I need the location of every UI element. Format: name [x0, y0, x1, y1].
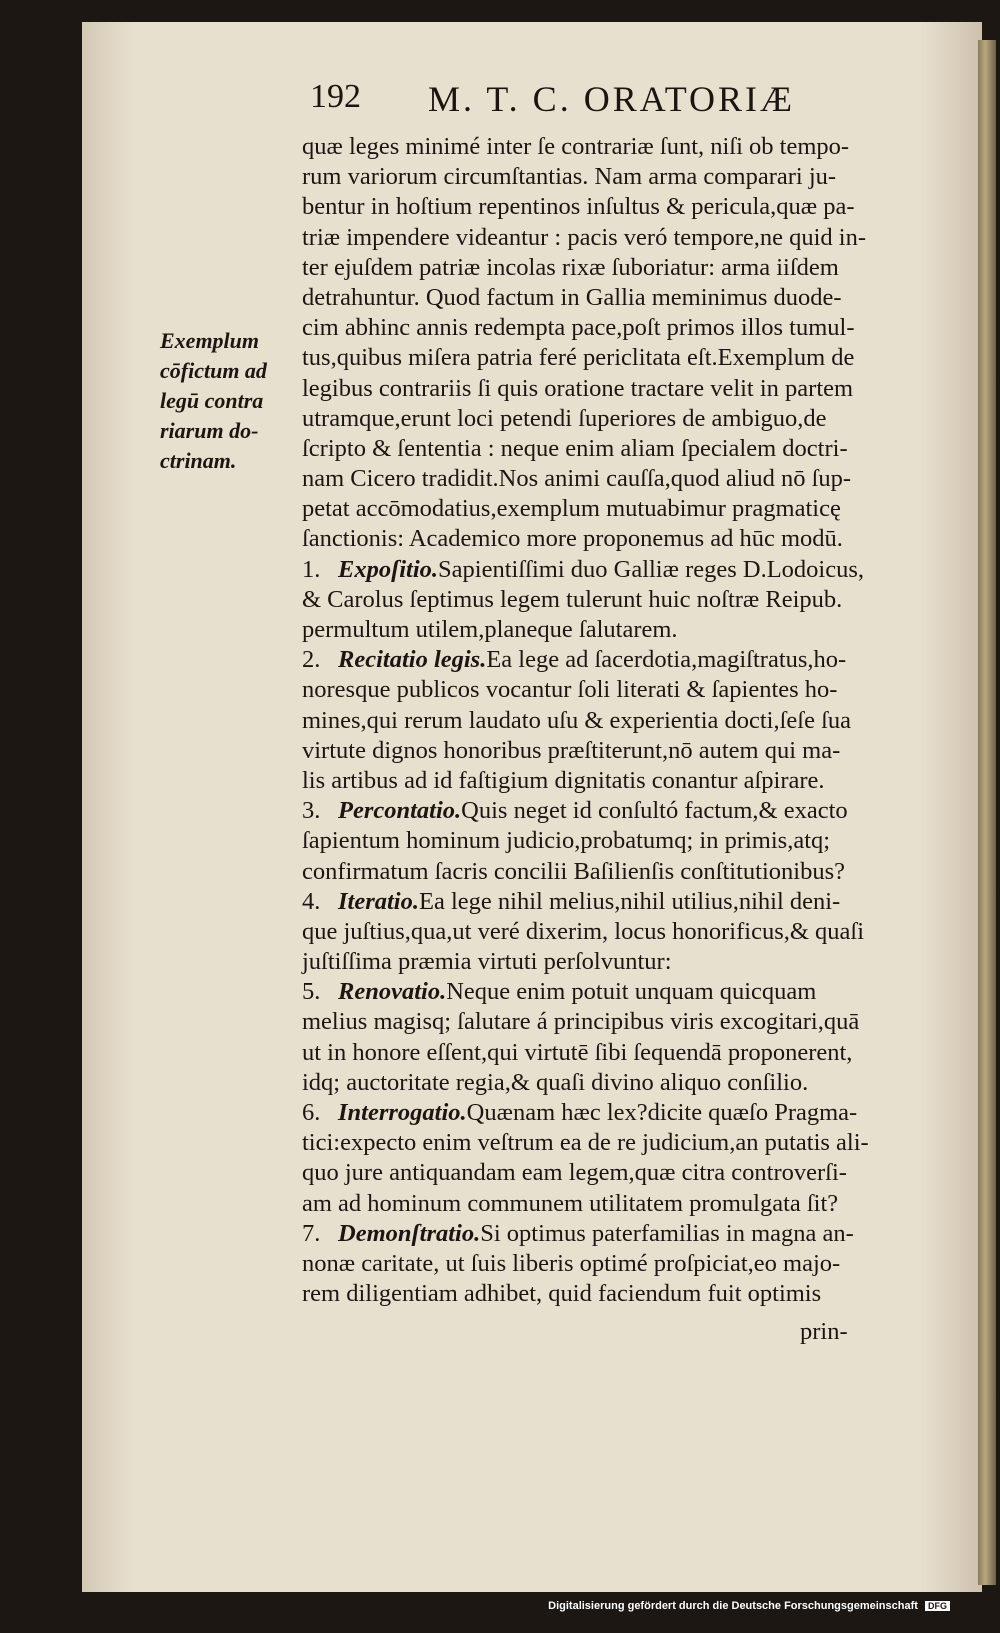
text-line	[302, 404, 927, 434]
numbered-line	[302, 796, 927, 826]
margin-note-line: cōfictum ad	[160, 358, 267, 383]
margin-note-line: legū contra	[160, 388, 264, 413]
item-number: 3.	[302, 797, 321, 825]
line-text: Ea lege nihil melius,nihil utilius,nihil deni-	[419, 887, 841, 915]
item-label: Interrogatio.	[338, 1099, 467, 1126]
text-line	[302, 1158, 927, 1188]
catchword: prin-	[800, 1318, 848, 1345]
item-label: Percontatio.	[338, 797, 462, 825]
text-line	[302, 1279, 927, 1309]
line-text: ſcripto & ſententia : neque enim aliam ſpecialem doctri-	[302, 434, 848, 462]
item-number: 6.	[302, 1099, 321, 1126]
text-line	[302, 766, 927, 796]
item-number: 5.	[302, 978, 321, 1006]
text-line	[302, 736, 927, 766]
text-line	[302, 857, 927, 887]
running-title: M. T. C. ORATORIÆ	[428, 79, 796, 119]
text-line	[302, 313, 927, 343]
line-text: que juſtius,qua,ut veré dixerim, locus honorificus,& quaſi	[302, 917, 865, 945]
item-label: Recitatio legis.	[338, 646, 487, 674]
line-text: bentur in hoſtium repentinos inſultus & pericula,quæ pa-	[302, 193, 855, 221]
line-text: ſapientum hominum judicio,probatumq; in primis,atq;	[302, 827, 831, 855]
line-text: petat accōmodatius,exemplum mutuabimur pragmaticę	[302, 495, 841, 523]
numbered-line	[302, 887, 927, 917]
text-line	[302, 585, 927, 615]
item-number: 4.	[302, 887, 321, 915]
text-line	[302, 947, 927, 977]
margin-note-line: ctrinam.	[160, 448, 237, 473]
text-line	[302, 1189, 927, 1219]
item-number: 1.	[302, 555, 321, 583]
credit-text: Digitalisierung gefördert durch die Deutsche Forschungsgemeinschaft	[548, 1600, 918, 1612]
text-line	[302, 1068, 927, 1098]
body-text	[302, 132, 927, 1309]
dfg-logo: DFG	[925, 1601, 950, 1611]
line-text: idq; auctoritate regia,& quaſi divino aliquo conſilio.	[302, 1068, 809, 1096]
text-line	[302, 343, 927, 373]
text-line	[302, 253, 927, 283]
line-text: Neque enim potuit unquam quicquam	[446, 978, 817, 1006]
line-text: utramque,erunt loci petendi ſuperiores de ambiguo,de	[302, 404, 827, 432]
line-text: permultum utilem,planeque ſalutarem.	[302, 616, 678, 643]
line-text: am ad hominum communem utilitatem promulgata ſit?	[302, 1189, 839, 1217]
line-text: virtute dignos honoribus præſtiterunt,nō autem qui ma-	[302, 736, 841, 764]
line-text: triæ impendere videantur : pacis veró tempore,ne quid in-	[302, 223, 867, 251]
numbered-line	[302, 645, 927, 675]
line-text: Si optimus paterfamilias in magna an-	[480, 1219, 854, 1247]
line-text: nonæ caritate, ut ſuis liberis optimé proſpiciat,eo majo-	[302, 1249, 841, 1277]
line-text: confirmatum ſacris concilii Baſilienſis conſtitutionibus?	[302, 857, 845, 885]
line-text: ſanctionis: Academico more proponemus ad hūc modū.	[302, 525, 843, 553]
line-text: tici:expecto enim veſtrum ea de re judicium,an putatis ali-	[302, 1129, 869, 1157]
line-text: tus,quibus miſera patria feré periclitata eſt.Exemplum de	[302, 344, 855, 372]
numbered-line	[302, 1098, 927, 1128]
text-line	[302, 615, 927, 645]
item-label: Expoſitio.	[338, 555, 439, 583]
text-line	[302, 524, 927, 554]
line-text: Quænam hæc lex?dicite quæſo Pragma-	[466, 1099, 858, 1126]
line-text: Sapientiſſimi duo Galliæ reges D.Lodoicus,	[438, 555, 865, 583]
text-line	[302, 706, 927, 736]
line-text: rum variorum circumſtantias. Nam arma comparari ju-	[302, 163, 837, 191]
text-line	[302, 162, 927, 192]
item-label: Renovatio.	[338, 978, 447, 1006]
line-text: nam Cicero tradidit.Nos animi cauſſa,quod aliud nō ſup-	[302, 465, 852, 493]
digitization-credit	[548, 1600, 950, 1612]
text-line	[302, 826, 927, 856]
text-line	[302, 434, 927, 464]
text-line	[302, 1038, 927, 1068]
line-text: ter ejuſdem patriæ incolas rixæ ſuboriatur: arma iiſdem	[302, 253, 839, 281]
line-text: quæ leges minimé inter ſe contrariæ ſunt, niſi ob tempo-	[302, 133, 850, 160]
line-text: cim abhinc annis redempta pace,poſt primos illos tumul-	[302, 314, 855, 342]
numbered-line	[302, 977, 927, 1007]
line-text: Ea lege ad ſacerdotia,magiſtratus,ho-	[486, 646, 847, 674]
text-line	[302, 192, 927, 222]
margin-note-line: riarum do-	[160, 418, 259, 443]
text-line	[302, 374, 927, 404]
text-line	[302, 1249, 927, 1279]
item-number: 7.	[302, 1219, 321, 1247]
line-text: rem diligentiam adhibet, quid faciendum fuit optimis	[302, 1280, 822, 1308]
line-text: mines,qui rerum laudato uſu & experientia docti,ſeſe ſua	[302, 706, 852, 734]
text-line	[302, 223, 927, 253]
item-label: Iteratio.	[338, 887, 419, 915]
text-line	[302, 494, 927, 524]
line-text: noresque publicos vocantur ſoli literati & ſapientes ho-	[302, 676, 838, 704]
line-text: ut in honore eſſent,qui virtutē ſibi ſequendā proponerent,	[302, 1038, 853, 1066]
line-text: lis artibus ad id faſtigium dignitatis conantur aſpirare.	[302, 766, 825, 794]
text-line	[302, 675, 927, 705]
line-text: juſtiſſima præmia virtuti perſolvuntur:	[302, 948, 672, 976]
item-label: Demonſtratio.	[338, 1219, 481, 1247]
margin-note	[160, 326, 300, 476]
line-text: Quis neget id conſultó factum,& exacto	[461, 797, 848, 825]
line-text: detrahuntur. Quod factum in Gallia meminimus duode-	[302, 283, 842, 311]
text-line	[302, 917, 927, 947]
item-number: 2.	[302, 646, 321, 674]
margin-note-line: Exemplum	[160, 328, 260, 353]
text-line	[302, 1128, 927, 1158]
text-line	[302, 1007, 927, 1037]
line-text: melius magisq; ſalutare á principibus viris excogitari,quā	[302, 1008, 860, 1036]
line-text: & Carolus ſeptimus legem tulerunt huic noſtræ Reipub.	[302, 585, 843, 613]
page-number: 192	[310, 78, 361, 115]
line-text: legibus contrariis ſi quis oratione tractare velit in partem	[302, 374, 854, 402]
line-text: quo jure antiquandam eam legem,quæ citra controverſi-	[302, 1159, 847, 1187]
text-line	[302, 283, 927, 313]
text-line	[302, 132, 927, 162]
numbered-line	[302, 1219, 927, 1249]
page-edge	[978, 40, 996, 1585]
numbered-line	[302, 555, 927, 585]
text-line	[302, 464, 927, 494]
